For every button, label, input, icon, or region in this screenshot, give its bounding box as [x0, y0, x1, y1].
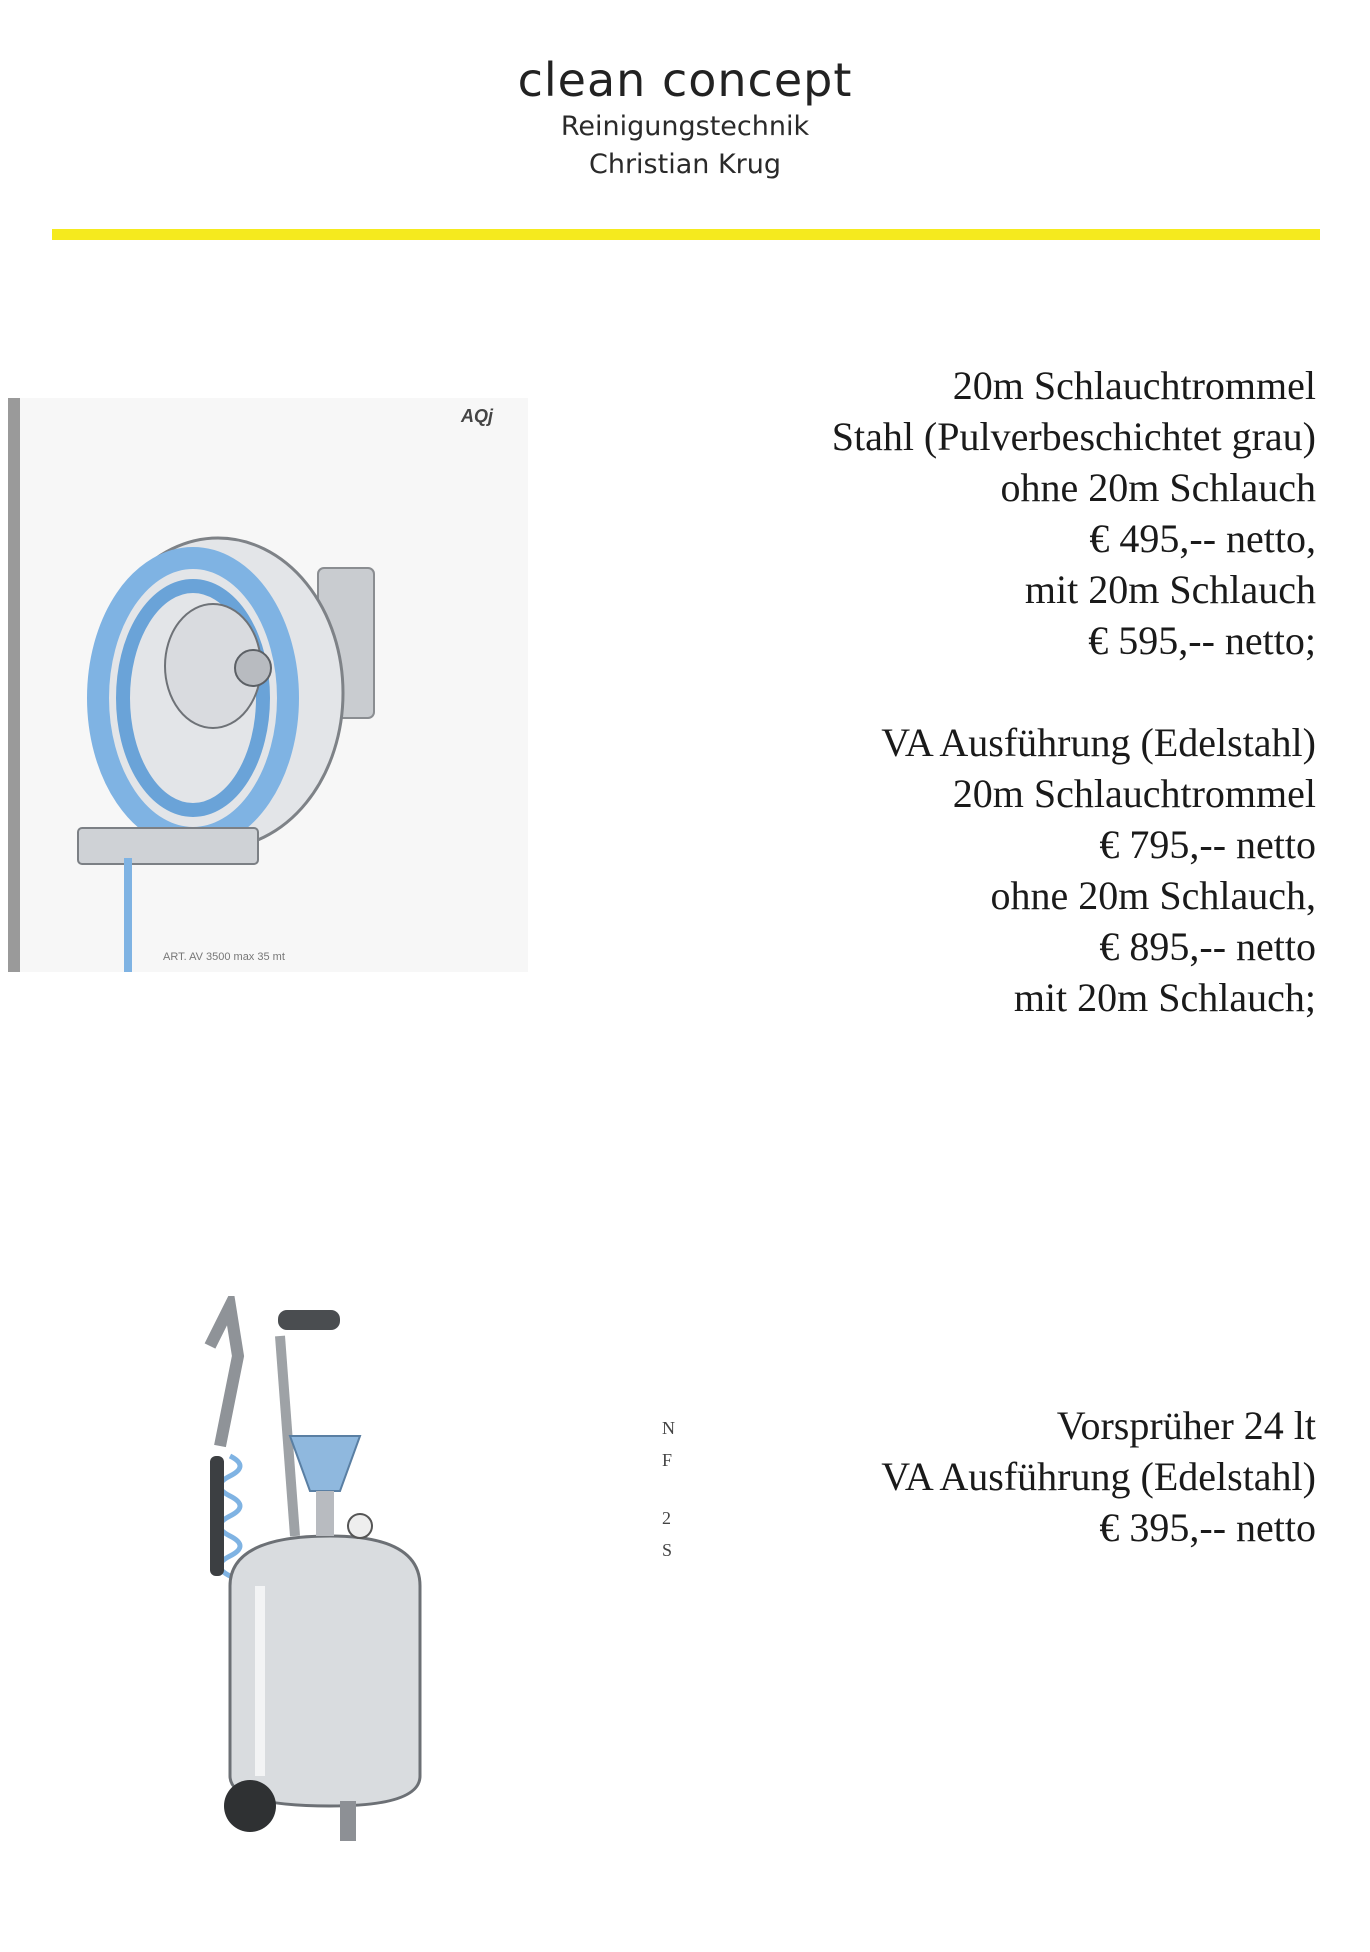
company-subtitle: Reinigungstechnik: [560, 111, 810, 142]
spray-lance: [210, 1306, 238, 1446]
scan-edge: [8, 398, 20, 972]
letterhead: [0, 52, 1370, 184]
product-line: 20m Schlauchtrommel: [952, 771, 1316, 816]
cropped-fragment: S: [662, 1540, 673, 1560]
pre-sprayer-photo: [190, 1296, 480, 1856]
company-owner: Christian Krug: [588, 149, 782, 180]
product-line: 20m Schlauchtrommel: [952, 363, 1316, 408]
cropped-fragment: F: [662, 1450, 673, 1470]
article-caption: ART. AV 3500 max 35 mt: [163, 951, 285, 963]
product-line: VA Ausführung (Edelstahl): [881, 720, 1316, 765]
tank-foot: [340, 1801, 356, 1841]
company-name: clean concept: [517, 53, 853, 107]
filler-funnel: [290, 1436, 360, 1491]
product-line: Stahl (Pulverbeschichtet grau): [831, 414, 1316, 459]
product-line: VA Ausführung (Edelstahl): [881, 1454, 1316, 1499]
handle-grip: [278, 1310, 340, 1330]
price-line: € 495,-- netto,: [1089, 516, 1316, 561]
price-line: € 895,-- netto: [1099, 924, 1316, 969]
price-line: € 395,-- netto: [1099, 1505, 1316, 1550]
pressure-gauge: [348, 1514, 372, 1538]
hose-reel-photo: [8, 398, 528, 972]
pre-sprayer-description: [881, 1400, 1316, 1553]
hose-reel-steel-description: [832, 360, 1316, 1023]
reel-base: [78, 828, 258, 864]
trolley-wheel: [224, 1780, 276, 1832]
product-line: ohne 20m Schlauch,: [990, 873, 1316, 918]
product-line: mit 20m Schlauch: [1024, 567, 1316, 612]
product-line: ohne 20m Schlauch: [1000, 465, 1316, 510]
product-line: Vorsprüher 24 lt: [1056, 1403, 1316, 1448]
product-line: mit 20m Schlauch;: [1013, 975, 1316, 1020]
lance-holder: [210, 1456, 224, 1576]
yellow-divider: [52, 229, 1320, 240]
cropped-fragment: 2: [662, 1508, 671, 1528]
price-line: € 795,-- netto: [1099, 822, 1316, 867]
funnel-neck: [316, 1491, 334, 1536]
brand-mark: AQj: [460, 406, 493, 426]
price-line: € 595,-- netto;: [1088, 618, 1316, 663]
hub-axle: [235, 650, 271, 686]
cropped-fragment: N: [662, 1418, 675, 1438]
